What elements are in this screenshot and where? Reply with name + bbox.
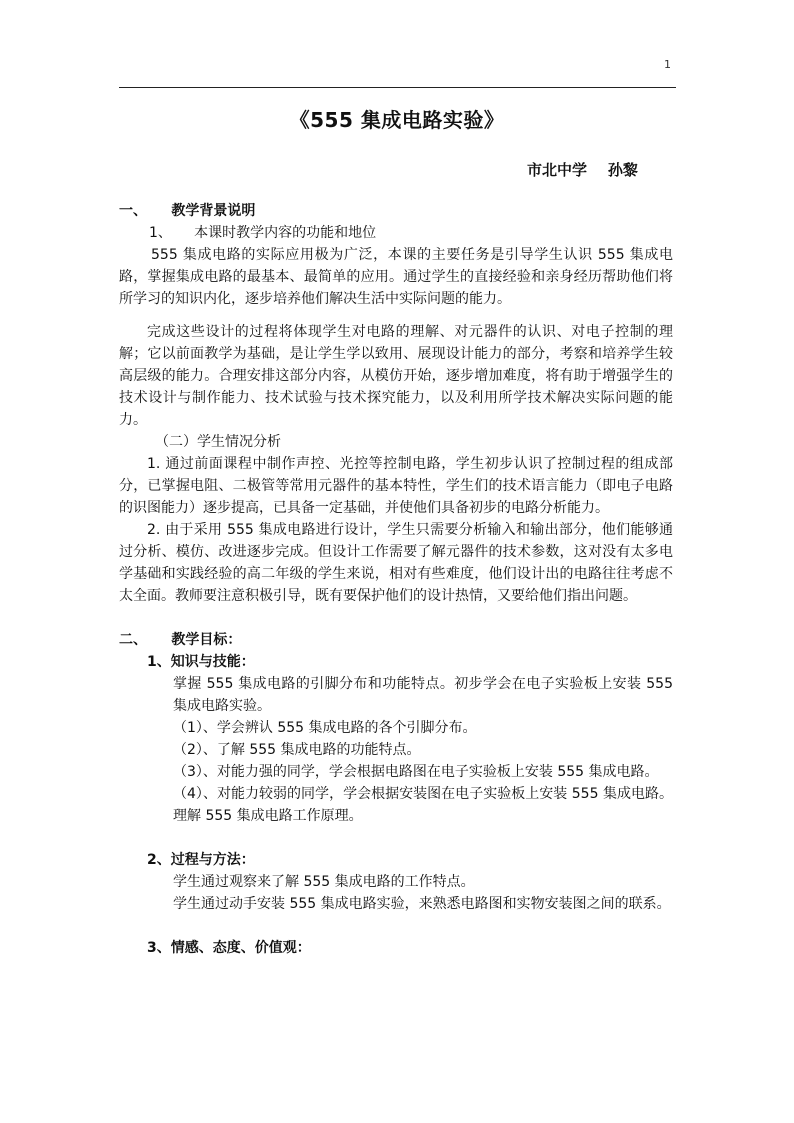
paragraph-student-2: 2. 由于采用 555 集成电路进行设计，学生只需要分析输入和输出部分，他们能够通过分析、模仿、改进逐步完成。但设计工作需要了解元器件的技术参数，这对没有太多电学基础和实践经验的高二年级的学生来说，相对有些难度，他们设计出的电路往往考虑不太全面。教师要注意积极引导，既有要保护他们的设计热情，又要给他们指出问题。 — [119, 522, 673, 604]
subheading-knowledge-skills: 1、知识与技能： — [147, 654, 255, 670]
subheading-content-role: 1、 本课时教学内容的功能和地位 — [149, 225, 377, 241]
document-body — [119, 200, 673, 959]
knowledge-item-2: （2）、了解 555 集成电路的功能特点。 — [173, 742, 421, 758]
page-number: 1 — [664, 58, 671, 71]
knowledge-item-1: （1）、学会辨认 555 集成电路的各个引脚分布。 — [173, 720, 477, 736]
document-title: 《555 集成电路实验》 — [289, 108, 505, 132]
author-line: 市北中学 孙黎 — [527, 161, 638, 179]
section-heading-background: 一、 教学背景说明 — [119, 203, 256, 219]
subheading-student-analysis: （二）学生情况分析 — [155, 434, 281, 450]
paragraph-design-process: 完成这些设计的过程将体现学生对电路的理解、对元器件的认识、对电子控制的理解；它以前面教学为基础，是让学生学以致用、展现设计能力的部分，考察和培养学生较高层级的能力。合理安排这部分内容，从模仿开始，逐步增加难度，将有助于增强学生的技术设计与制作能力、技术试验与技术探究能力，以及利用所学技术解决实际问题的能力。 — [119, 324, 673, 428]
header-rule — [119, 87, 676, 88]
method-item-1: 学生通过观察来了解 555 集成电路的工作特点。 — [173, 874, 475, 890]
subheading-emotion-values: 3、情感、态度、价值观： — [147, 940, 311, 956]
method-item-2: 学生通过动手安装 555 集成电路实验，来熟悉电路图和实物安装图之间的联系。 — [173, 896, 671, 912]
knowledge-intro: 掌握 555 集成电路的引脚分布和功能特点。初步学会在电子实验板上安装 555 集成电路实验。 — [173, 676, 673, 714]
knowledge-item-3: （3）、对能力强的同学，学会根据电路图在电子实验板上安装 555 集成电路。 — [173, 764, 659, 780]
subheading-process-method: 2、过程与方法： — [147, 852, 255, 868]
section-heading-objectives: 二、 教学目标： — [119, 632, 242, 648]
paragraph-student-1: 1. 通过前面课程中制作声控、光控等控制电路，学生初步认识了控制过程的组成部分，已掌握电阻、二极管等常用元器件的基本特性，学生们的技术语言能力（即电子电路的识图能力）逐步提高，已具备一定基础，并使他们具备初步的电路分析能力。 — [119, 456, 673, 516]
knowledge-item-4: （4）、对能力较弱的同学，学会根据安装图在电子实验板上安装 555 集成电路。理解 555 集成电路工作原理。 — [173, 786, 673, 824]
paragraph-application: 555 集成电路的实际应用极为广泛，本课的主要任务是引导学生认识 555 集成电路，掌握集成电路的最基本、最简单的应用。通过学生的直接经验和亲身经历帮助他们将所学习的知识内化，逐步培养他们解决生活中实际问题的能力。 — [119, 247, 673, 307]
